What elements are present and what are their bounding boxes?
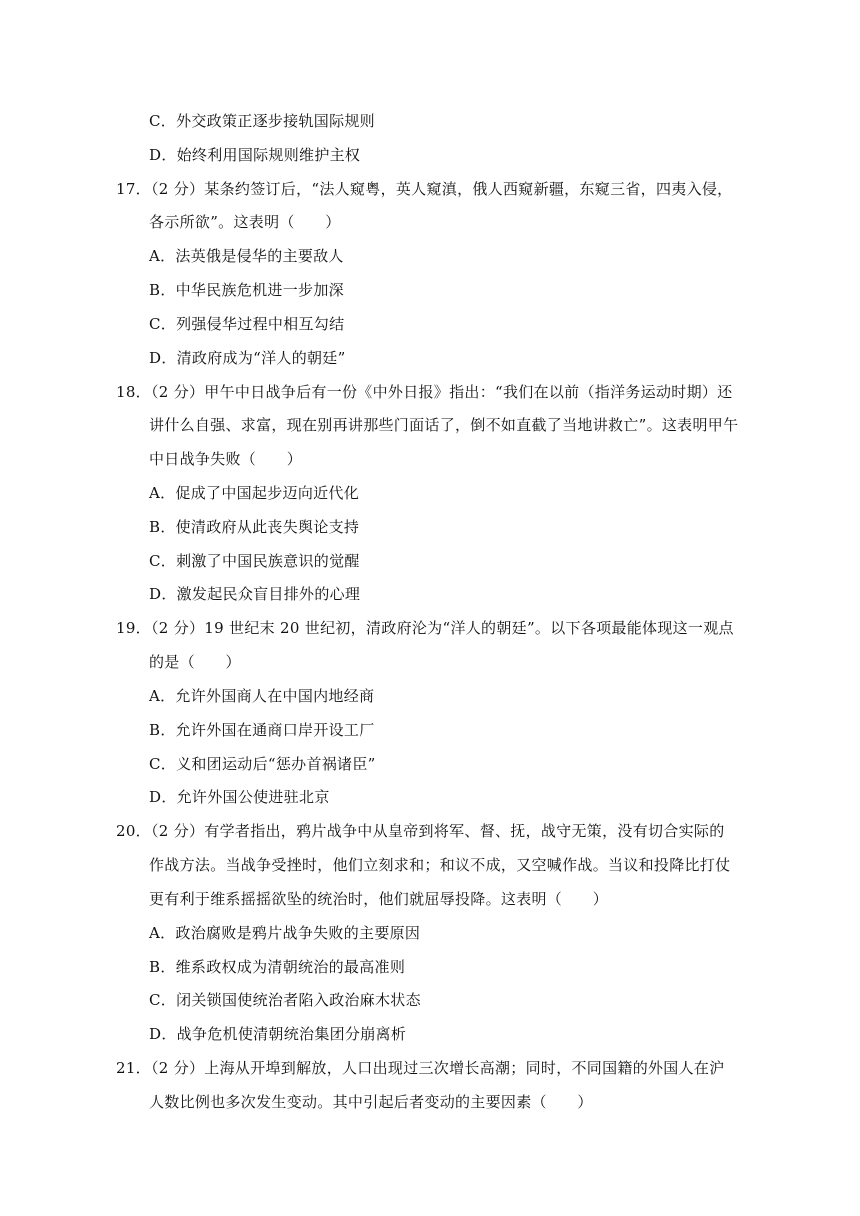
q18-option-a: A．促成了中国起步迈向近代化 bbox=[149, 484, 360, 502]
q19-option-d: D．允许外国公使进驻北京 bbox=[149, 788, 330, 806]
q17-option-a: A．法英俄是侵华的主要敌人 bbox=[149, 247, 344, 265]
q20-stem-line-1: 20．（2 分）有学者指出，鸦片战争中从皇帝到将军、督、抚，战守无策，没有切合实际的 bbox=[116, 822, 725, 840]
q18-option-d: D．激发起民众盲目排外的心理 bbox=[149, 585, 361, 603]
q17-option-b: B．中华民族危机进一步加深 bbox=[149, 281, 344, 299]
q20-option-b: B．维系政权成为清朝统治的最高准则 bbox=[149, 958, 406, 976]
q18-stem-line-2: 讲什么自强、求富，现在别再讲那些门面话了，倒不如直截了当地讲救亡”。这表明甲午 bbox=[149, 416, 739, 434]
q19-option-c: C．义和团运动后“惩办首祸诸臣” bbox=[149, 755, 376, 773]
q17-stem-line-1: 17．（2 分）某条约签订后，“法人窥粤，英人窥滇，俄人西窥新疆，东窥三省，四夷入侵， bbox=[116, 180, 733, 198]
q20-stem-line-3: 更有利于维系摇摇欲坠的统治时，他们就屈辱投降。这表明（ ） bbox=[149, 890, 609, 908]
q18-option-b: B．使清政府从此丧失舆论支持 bbox=[149, 518, 360, 536]
q18-stem-line-3: 中日战争失败（ ） bbox=[149, 450, 303, 468]
q19-option-b: B．允许外国在通商口岸开设工厂 bbox=[149, 721, 375, 739]
q20-stem-line-2: 作战方法。当战争受挫时，他们立刻求和；和议不成，又空喊作战。当议和投降比打仗 bbox=[149, 856, 731, 874]
q17-option-c: C．列强侵华过程中相互勾结 bbox=[149, 315, 345, 333]
q16-option-c: C．外交政策正逐步接轨国际规则 bbox=[149, 112, 375, 130]
q18-option-c: C．刺激了中国民族意识的觉醒 bbox=[149, 552, 360, 570]
q20-option-a: A．政治腐败是鸦片战争失败的主要原因 bbox=[149, 924, 421, 942]
q20-option-c: C．闭关锁国使统治者陷入政治麻木状态 bbox=[149, 991, 421, 1009]
q19-stem-line-1: 19．（2 分）19 世纪末 20 世纪初，清政府沦为“洋人的朝廷”。以下各项最能体现这一观点 bbox=[116, 619, 734, 637]
q17-stem-line-2: 各示所欲”。这表明（ ） bbox=[149, 213, 341, 231]
q21-stem-line-2: 人数比例也多次发生变动。其中引起后者变动的主要因素（ ） bbox=[149, 1093, 593, 1111]
q19-option-a: A．允许外国商人在中国内地经商 bbox=[149, 687, 375, 705]
q18-stem-line-1: 18．（2 分）甲午中日战争后有一份《中外日报》指出：“我们在以前（指洋务运动时期）还 bbox=[116, 383, 733, 401]
q17-option-d: D．清政府成为“洋人的朝廷” bbox=[149, 349, 346, 367]
q21-stem-line-1: 21．（2 分）上海从开埠到解放，人口出现过三次增长高潮；同时，不同国籍的外国人在沪 bbox=[116, 1059, 725, 1077]
q16-option-d: D．始终利用国际规则维护主权 bbox=[149, 146, 361, 164]
q19-stem-line-2: 的是（ ） bbox=[149, 653, 241, 671]
q20-option-d: D．战争危机使清朝统治集团分崩离析 bbox=[149, 1025, 407, 1043]
